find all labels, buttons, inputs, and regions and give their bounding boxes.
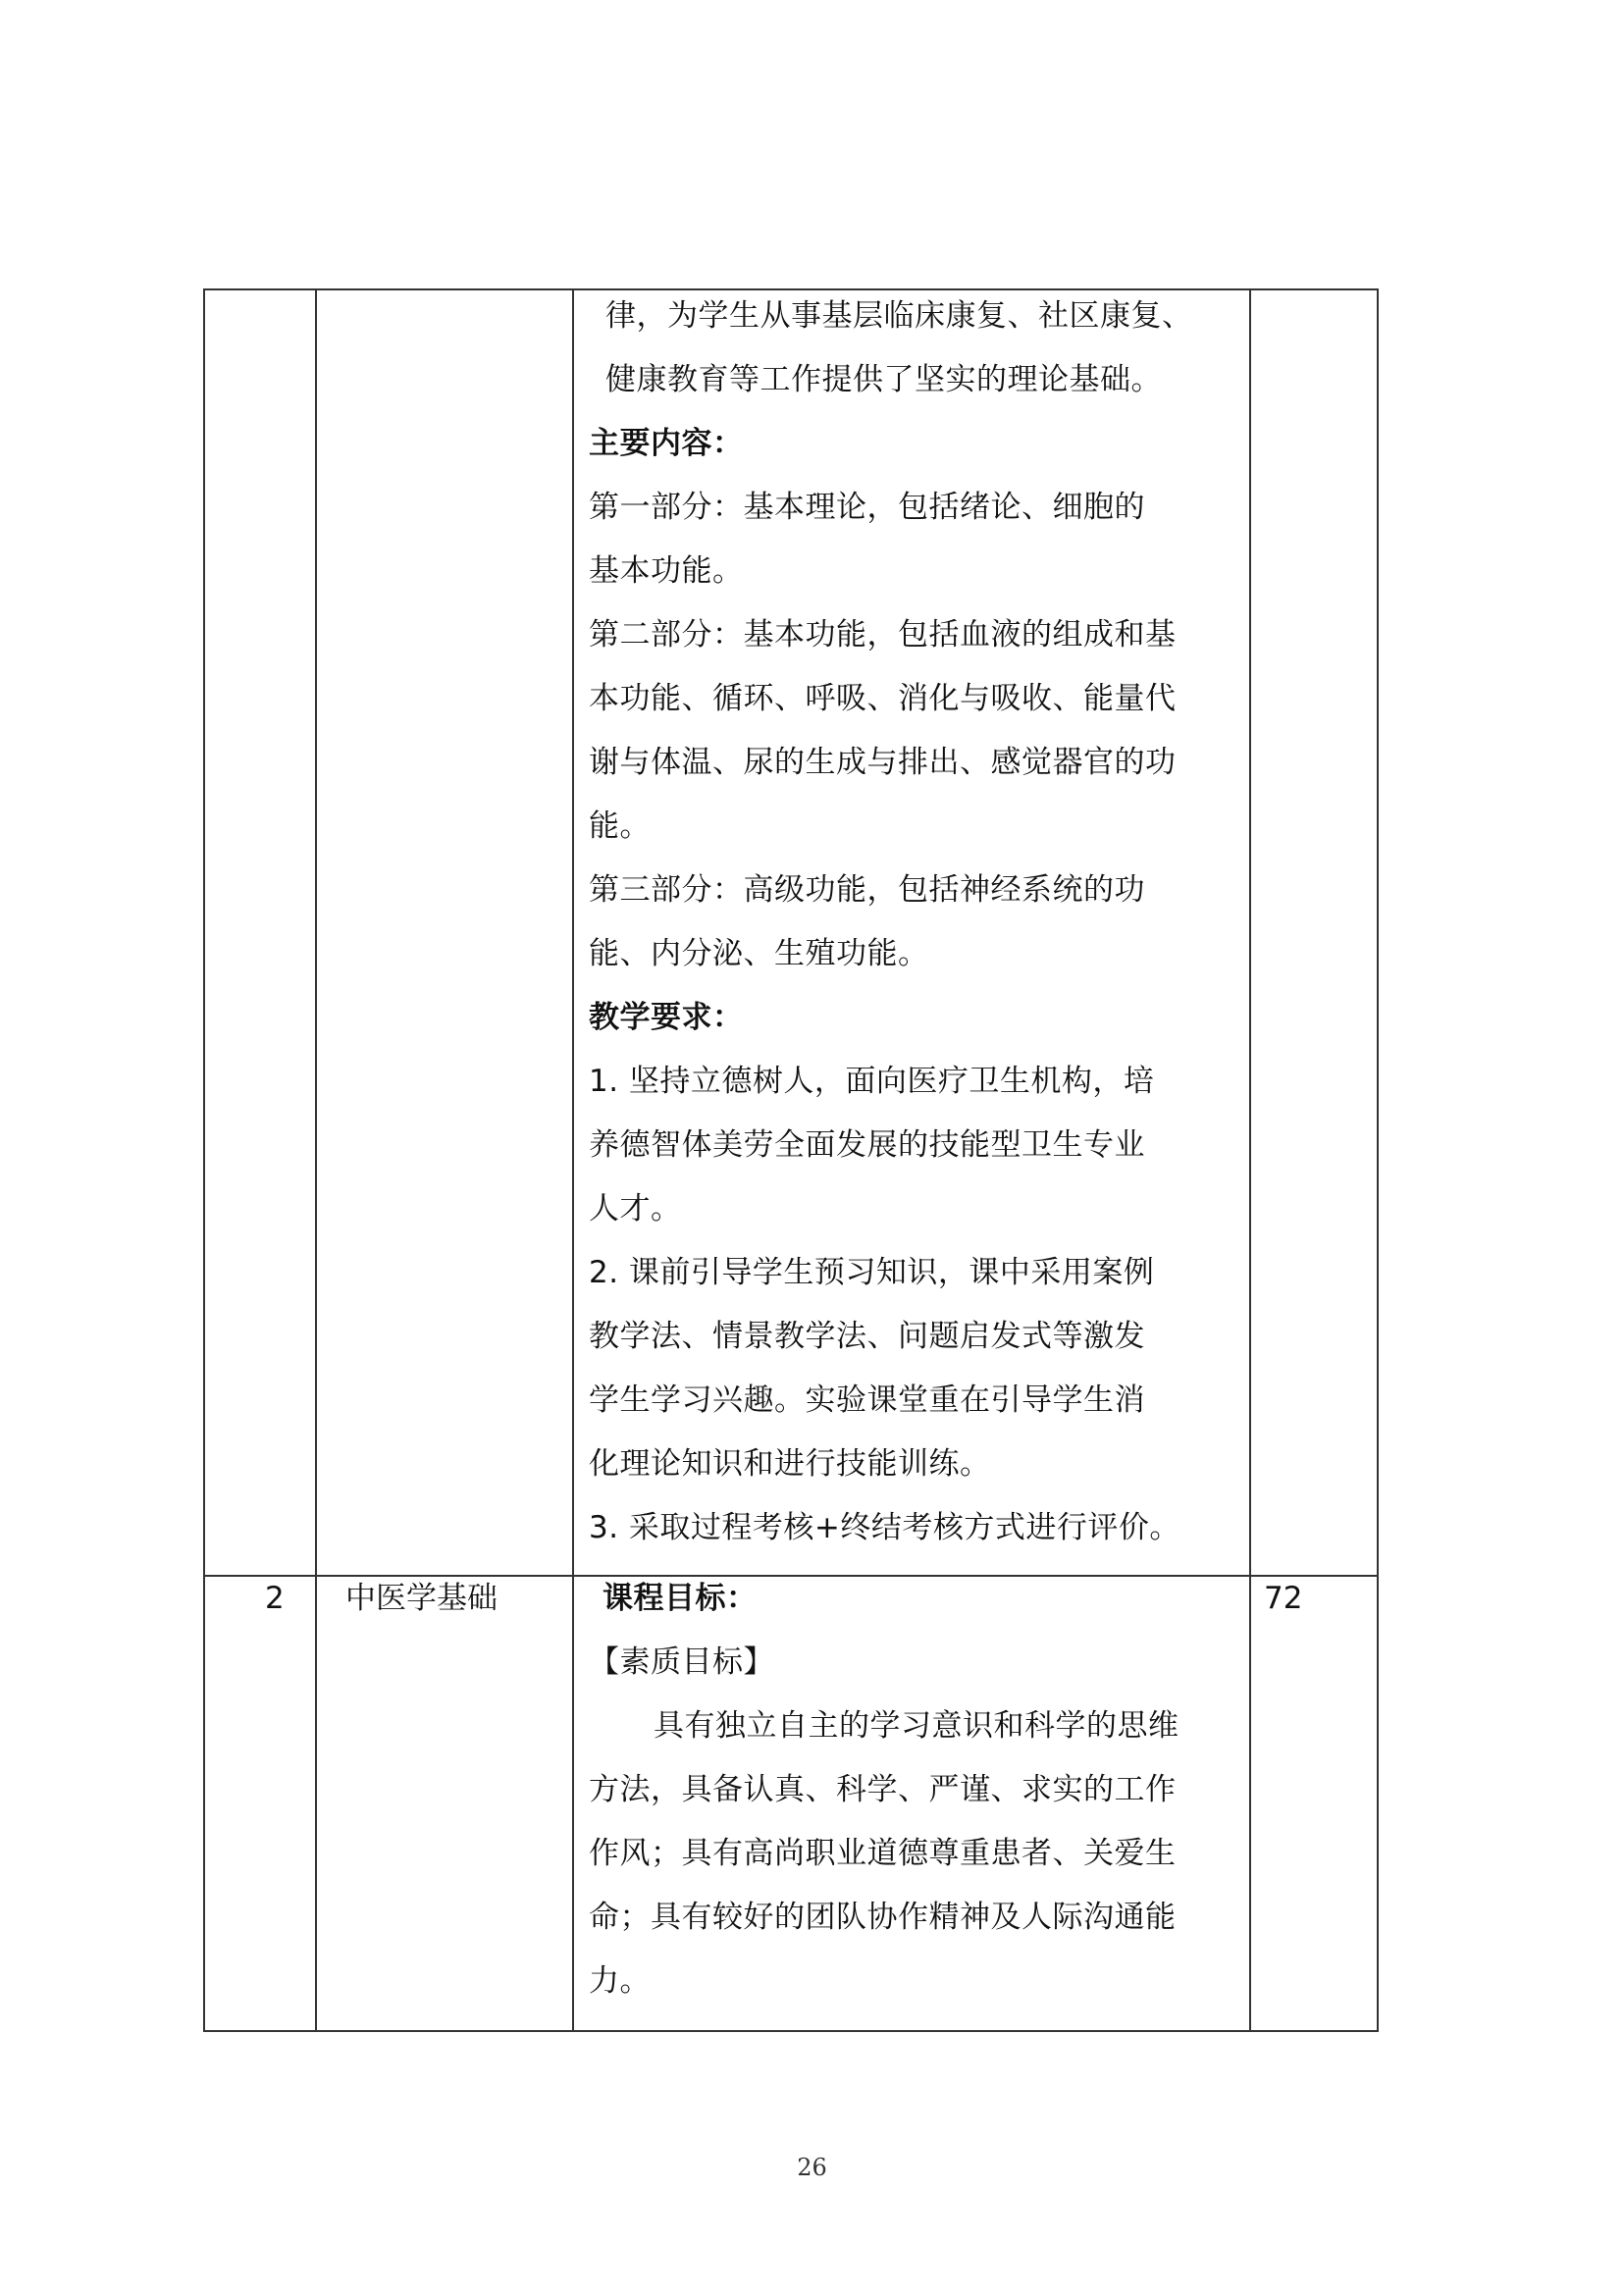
course-name: 中医学基础 — [345, 1581, 498, 1616]
content-line: 作风；具有高尚职业道德尊重患者、关爱生 — [589, 1836, 1177, 1871]
content-line: 本功能、循环、呼吸、消化与吸收、能量代 — [589, 681, 1177, 716]
table-bottom-border — [203, 2030, 1379, 2032]
column-border — [572, 288, 574, 2032]
content-line: 律，为学生从事基层临床康复、社区康复、 — [605, 298, 1193, 334]
content-line: 命；具有较好的团队协作精神及人际沟通能 — [589, 1900, 1177, 1935]
content-line: 能、内分泌、生殖功能。 — [589, 936, 929, 971]
content-line: 教学法、情景教学法、问题启发式等激发 — [589, 1319, 1145, 1354]
column-border — [203, 288, 205, 2032]
row-divider — [203, 1575, 1379, 1577]
content-line: 健康教育等工作提供了坚实的理论基础。 — [605, 362, 1162, 397]
content-line: 养德智体美劳全面发展的技能型卫生专业 — [589, 1127, 1145, 1163]
column-border — [1249, 288, 1251, 2032]
table-top-border — [203, 288, 1379, 290]
content-line: 方法，具备认真、科学、严谨、求实的工作 — [589, 1772, 1177, 1807]
content-line: 第二部分：基本功能，包括血液的组成和基 — [589, 617, 1177, 652]
section-heading-main-content: 主要内容： — [589, 426, 744, 461]
course-hours: 72 — [1264, 1581, 1303, 1616]
content-line: 3. 采取过程考核+终结考核方式进行评价。 — [589, 1510, 1180, 1545]
content-line: 力。 — [589, 1963, 651, 1999]
content-line: 谢与体温、尿的生成与排出、感觉器官的功 — [589, 745, 1177, 780]
column-border — [315, 288, 317, 2032]
content-line: 学生学习兴趣。实验课堂重在引导学生消 — [589, 1382, 1145, 1418]
content-line: 第三部分：高级功能，包括神经系统的功 — [589, 872, 1145, 908]
content-line: 2. 课前引导学生预习知识，课中采用案例 — [589, 1255, 1155, 1290]
section-heading-course-objectives: 课程目标： — [602, 1581, 758, 1616]
course-index: 2 — [265, 1581, 285, 1616]
content-line: 人才。 — [589, 1191, 682, 1226]
content-line: 第一部分：基本理论，包括绪论、细胞的 — [589, 490, 1145, 525]
section-heading-teaching-requirements: 教学要求： — [589, 1000, 744, 1035]
content-line: 1. 坚持立德树人，面向医疗卫生机构，培 — [589, 1064, 1155, 1099]
content-line: 能。 — [589, 808, 651, 844]
subheading-quality-objectives: 【素质目标】 — [589, 1644, 774, 1680]
column-border — [1377, 288, 1379, 2032]
page-number: 26 — [797, 2154, 827, 2181]
content-line: 化理论知识和进行技能训练。 — [589, 1446, 991, 1482]
content-line: 具有独立自主的学习意识和科学的思维 — [654, 1708, 1179, 1744]
content-line: 基本功能。 — [589, 553, 744, 589]
